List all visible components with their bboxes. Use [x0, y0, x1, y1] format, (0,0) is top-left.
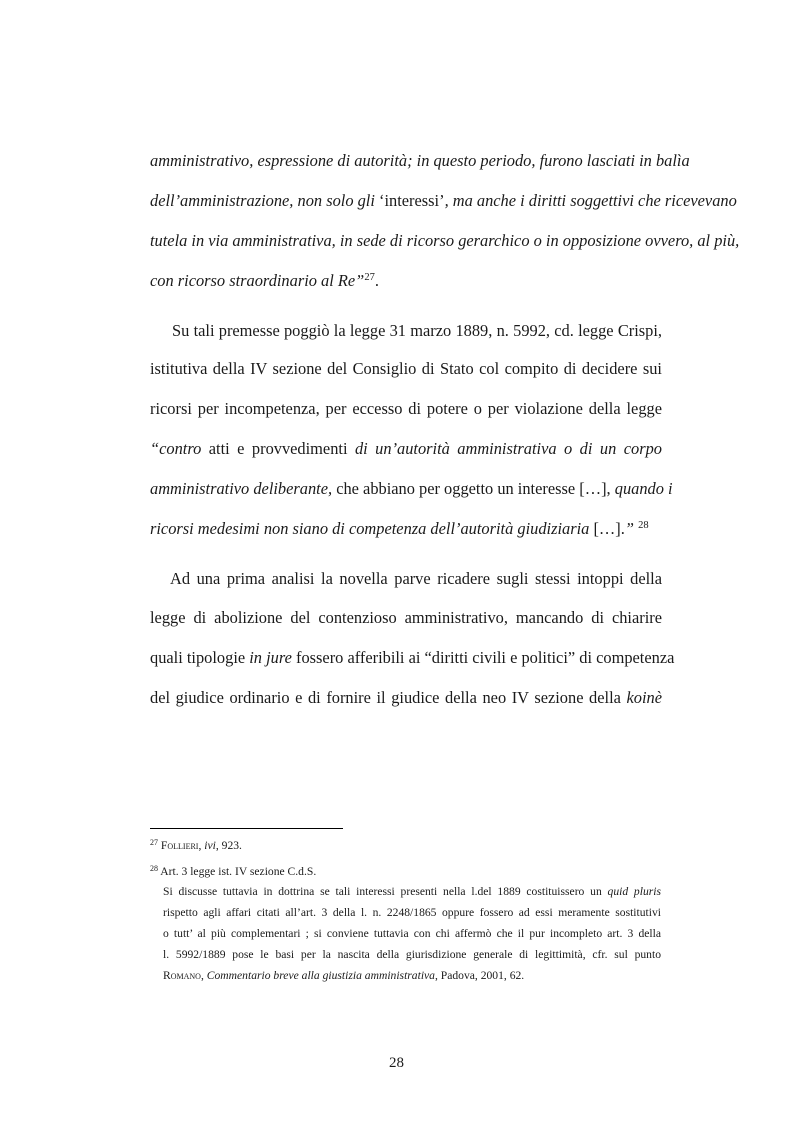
text-span: quando i: [614, 479, 673, 498]
text-line: [150, 358, 662, 380]
text-span: in jure: [249, 648, 292, 667]
text-span: Commentario breve alla giustizia amministrativa: [206, 969, 435, 982]
footnote-28-line: [163, 903, 661, 922]
text-span: atti e provvedimenti: [201, 439, 355, 458]
text-line: [150, 647, 675, 669]
text-span: amministrativo deliberante,: [150, 479, 333, 498]
text-span: ,: [200, 969, 207, 982]
footnote-author: Follieri: [160, 839, 199, 852]
text-span: fossero afferibili ai “diritti civili e politici” di competenza: [291, 648, 675, 667]
text-span: l. 5992/1889 pose le basi per la nascita della giurisdizione generale di legittimità, cfr. sul punto: [163, 948, 661, 961]
text-span: , Padova, 2001, 62.: [434, 969, 525, 982]
text-span: ricorsi medesimi non siano di competenza dell’autorità giudiziaria: [150, 519, 590, 538]
text-span: “contro: [150, 439, 202, 458]
footnote-number: 27: [150, 838, 158, 847]
text-line: [150, 568, 662, 590]
text-span: con ricorso straordinario al Re”: [150, 271, 365, 290]
footnote-ref-28[interactable]: 28: [638, 520, 649, 531]
text-line: [150, 320, 662, 342]
text-span: ”: [624, 519, 634, 538]
footnote-27: [150, 838, 662, 854]
footnote-28-line: [163, 966, 661, 985]
text-span: Su tali premesse poggiò la legge 31 marzo 1889, n. 5992, cd. legge Crispi,: [172, 321, 662, 340]
text-span: di un’autorità amministrativa o di un corpo: [354, 439, 662, 458]
text-span: rispetto agli affari citati all’art. 3 della l. n. 2248/1865 oppure fossero ad essi meramente sostitutivi: [163, 906, 661, 919]
text-line: [150, 230, 740, 252]
text-span: ivi: [204, 839, 216, 852]
text-line: [150, 398, 662, 420]
text-line: [150, 190, 737, 212]
text-line: [150, 518, 662, 540]
text-line: [150, 478, 673, 500]
text-span: che abbiano per oggetto un interesse […],: [332, 479, 615, 498]
text-span: ricorsi per incompetenza, per eccesso di potere o per violazione della legge: [150, 399, 662, 418]
text-line: [150, 270, 662, 292]
text-span: koinè: [626, 688, 662, 707]
text-line: [150, 607, 662, 629]
text-span: Art. 3 legge ist. IV sezione C.d.S.: [160, 865, 317, 878]
text-line: [150, 150, 690, 172]
text-span: ,: [198, 839, 205, 852]
text-span: ‘interessi’: [379, 191, 445, 210]
text-span: o tutt’ al più complementari ; si conviene tuttavia con chi affermò che il pur incompleto art. 3 della: [163, 927, 661, 940]
text-line: [150, 687, 662, 709]
text-span: istitutiva della IV sezione del Consiglio di Stato col compito di decidere sui: [150, 359, 662, 378]
text-span: Si discusse tuttavia in dottrina se tali interessi presenti nella l.del 1889 costituissero un: [163, 885, 608, 898]
text-span: amministrativo, espressione di autorità; in questo periodo, furono lasciati in balìa: [150, 151, 690, 170]
footnote-number: 28: [150, 864, 158, 873]
text-span: Ad una prima analisi la novella parve ricadere sugli stessi intoppi della: [170, 569, 662, 588]
text-span: tutela in via amministrativa, in sede di ricorso gerarchico o in opposizione ovvero, al più,: [150, 231, 740, 250]
text-span: quali tipologie: [150, 648, 250, 667]
footnote-ref-27[interactable]: 27: [364, 272, 375, 283]
text-span: dell’amministrazione, non solo gli: [150, 191, 380, 210]
text-span: del giudice ordinario e di fornire il giudice della neo IV sezione della: [150, 688, 627, 707]
footnote-28-line: [163, 924, 661, 943]
footnote-28-line: [163, 882, 661, 901]
text-line: [150, 438, 662, 460]
footnote-author: Romano: [163, 969, 201, 982]
page-number: 28: [389, 1055, 404, 1071]
footnote-28-line: [163, 945, 661, 964]
text-span: […].: [589, 519, 625, 538]
text-span: , ma anche i diritti soggettivi che ricevevano: [444, 191, 737, 210]
text-span: , 923.: [215, 839, 242, 852]
footnote-28: [150, 864, 662, 880]
footnote-separator: [150, 828, 343, 829]
text-span: legge di abolizione del contenzioso amministrativo, mancando di chiarire: [150, 608, 662, 627]
text-span: .: [374, 271, 379, 290]
text-span: quid pluris: [607, 885, 661, 898]
